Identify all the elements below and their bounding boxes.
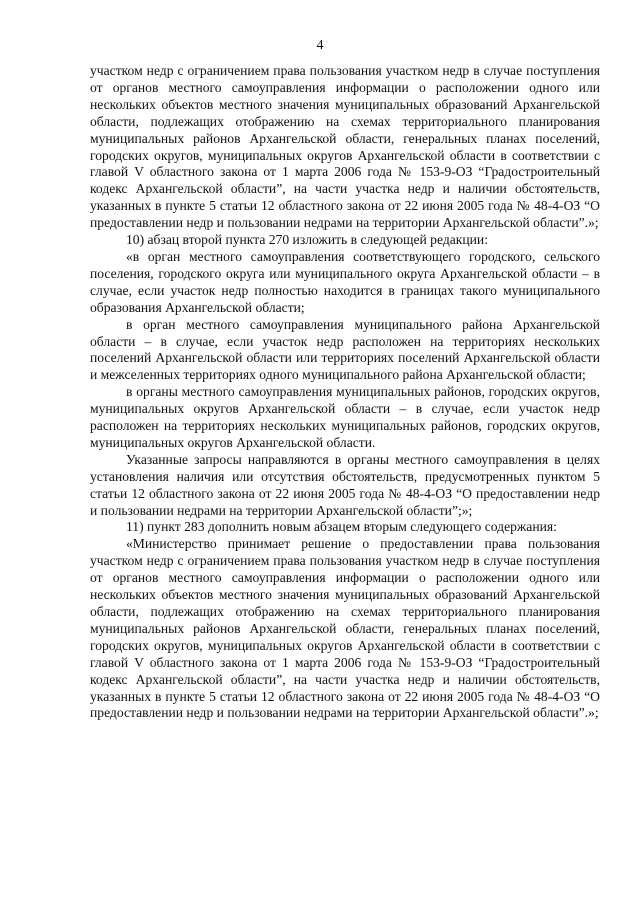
paragraph: в органы местного самоуправления муниципальных районов, городских округов, муниципальных округов Архангельской области – в случае, если участок недр расположен на территориях нескольких муниципальных районов, городских округов, муниципальных округов Архангельской области. (90, 384, 600, 450)
paragraph: 11) пункт 283 дополнить новым абзацем вторым следующего содержания: (126, 519, 557, 535)
body-text (90, 63, 600, 722)
paragraph: «Министерство принимает решение о предоставлении права пользования участком недр с ограничением права пользования участком недр в случае поступления от органов местного самоуправления информации о расположении одного или нескольких объектов местного значения муниципальных образований Архангельской области, подлежащих отображению на схемах территориального планирования муниципальных районов Архангельской области, генеральных планах поселений, городских округов, муниципальных округов Архангельской области в соответствии с главой V областного закона от 1 марта 2006 года № 153-9-ОЗ “Градостроительный кодекс Архангельской области”, на части участка недр и наличии обстоятельств, указанных в пункте 5 статьи 12 областного закона от 22 июня 2005 года № 48-4-ОЗ “О предоставлении недр и пользовании недрами на территории Архангельской области”.»; (90, 536, 600, 721)
paragraph: в орган местного самоуправления муниципального района Архангельской области – в случае, если участок недр расположен на территориях нескольких поселений Архангельской области или территориях поселений Архангельской области и межселенных территориях одного муниципального района Архангельской области; (90, 316, 600, 383)
paragraph: Указанные запросы направляются в органы местного самоуправления в целях установления наличия или отсутствия обстоятельств, предусмотренных пунктом 5 статьи 12 областного закона от 22 июня 2005 года № 48-4-ОЗ “О предоставлении недр и пользовании недрами на территории Архангельской области”;»; (90, 451, 600, 518)
page-number: 4 (316, 38, 324, 53)
paragraph: участком недр с ограничением права пользования участком недр в случае поступления от органов местного самоуправления информации о расположении одного или нескольких объектов местного значения муниципальных образований Архангельской области, подлежащих отображению на схемах территориального планирования муниципальных районов Архангельской области, генеральных планах поселений, городских округов, муниципальных округов Архангельской области в соответствии с главой V областного закона от 1 марта 2006 года № 153-9-ОЗ “Градостроительный кодекс Архангельской области”, на части участка недр и наличии обстоятельств, указанных в пункте 5 статьи 12 областного закона от 22 июня 2005 года № 48-4-ОЗ “О предоставлении недр и пользовании недрами на территории Архангельской области”.»; (90, 63, 600, 231)
paragraph: 10) абзац второй пункта 270 изложить в следующей редакции: (126, 232, 488, 248)
paragraph: «в орган местного самоуправления соответствующего городского, сельского поселения, городского округа или муниципального округа Архангельской области – в случае, если участок недр полностью находится в границах такого муниципального образования Архангельской области; (90, 248, 600, 315)
